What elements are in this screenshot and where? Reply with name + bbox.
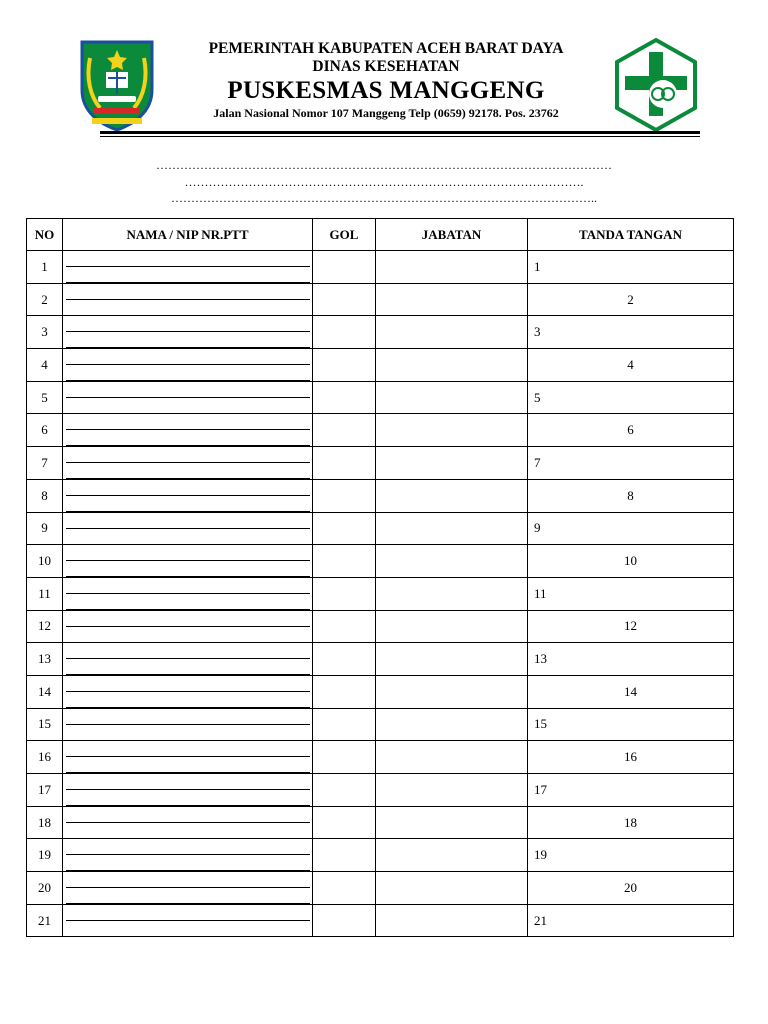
row-number: 16 [27,741,63,774]
jabatan-cell[interactable] [376,479,528,512]
name-nip-cell[interactable] [63,349,313,382]
gol-cell[interactable] [313,414,376,447]
gol-cell[interactable] [313,708,376,741]
column-header-jabatan: JABATAN [376,219,528,251]
jabatan-cell[interactable] [376,414,528,447]
gol-cell[interactable] [313,610,376,643]
jabatan-cell[interactable] [376,512,528,545]
table-row [27,675,734,708]
gol-cell[interactable] [313,349,376,382]
gol-cell[interactable] [313,447,376,480]
column-header-signature: TANDA TANGAN [528,219,734,251]
institution-title: PUSKESMAS MANGGENG [227,77,545,104]
signature-cell[interactable]: 11 [528,577,734,610]
gol-cell[interactable] [313,839,376,872]
address-line: Jalan Nasional Nomor 107 Manggeng Telp (0659) 92178. Pos. 23762 [213,106,559,120]
puskesmas-logo-icon [613,38,699,132]
jabatan-cell[interactable] [376,577,528,610]
jabatan-cell[interactable] [376,774,528,807]
column-header-name: NAMA / NIP NR.PTT [63,219,313,251]
table-row [27,283,734,316]
writing-line [66,691,310,692]
row-number: 1 [27,251,63,284]
table-row [27,316,734,349]
name-nip-cell[interactable] [63,447,313,480]
row-number: 7 [27,447,63,480]
gol-cell[interactable] [313,381,376,414]
jabatan-cell[interactable] [376,675,528,708]
name-nip-cell[interactable] [63,806,313,839]
jabatan-cell[interactable] [376,741,528,774]
name-nip-cell[interactable] [63,479,313,512]
letterhead [0,0,768,140]
writing-line [66,724,310,725]
jabatan-cell[interactable] [376,545,528,578]
table-header-row [27,219,734,251]
gol-cell[interactable] [313,479,376,512]
signature-cell[interactable]: 4 [528,349,734,382]
signature-cell[interactable]: 9 [528,512,734,545]
table-row [27,512,734,545]
jabatan-cell[interactable] [376,283,528,316]
writing-line [66,560,310,561]
name-nip-cell[interactable] [63,741,313,774]
name-nip-cell[interactable] [63,872,313,905]
table-row [27,447,734,480]
signature-cell[interactable]: 5 [528,381,734,414]
row-number: 10 [27,545,63,578]
row-number: 17 [27,774,63,807]
gol-cell[interactable] [313,577,376,610]
gol-cell[interactable] [313,872,376,905]
signature-cell[interactable]: 10 [528,545,734,578]
name-nip-cell[interactable] [63,512,313,545]
writing-line [66,299,310,300]
fill-in-line: …………………………………………………………………………………………….. [171,191,597,205]
letterhead-text [160,40,612,121]
writing-line [66,593,310,594]
table-row [27,414,734,447]
name-nip-cell[interactable] [63,839,313,872]
row-number: 11 [27,577,63,610]
signature-cell[interactable]: 6 [528,414,734,447]
writing-line [66,887,310,888]
name-nip-cell[interactable] [63,414,313,447]
gol-cell[interactable] [313,316,376,349]
writing-line [66,756,310,757]
writing-line [66,822,310,823]
gol-cell[interactable] [313,545,376,578]
name-nip-cell[interactable] [63,381,313,414]
gol-cell[interactable] [313,251,376,284]
gol-cell[interactable] [313,643,376,676]
row-number: 20 [27,872,63,905]
gol-cell[interactable] [313,512,376,545]
table-row [27,774,734,807]
row-number: 19 [27,839,63,872]
jabatan-cell[interactable] [376,643,528,676]
writing-line [66,854,310,855]
signature-cell[interactable]: 20 [528,872,734,905]
row-number: 15 [27,708,63,741]
writing-line [66,920,310,921]
table-row [27,251,734,284]
signature-cell[interactable]: 19 [528,839,734,872]
name-nip-cell[interactable] [63,577,313,610]
name-nip-cell[interactable] [63,675,313,708]
signature-cell[interactable]: 15 [528,708,734,741]
name-nip-cell[interactable] [63,610,313,643]
signature-cell[interactable]: 18 [528,806,734,839]
row-number: 21 [27,904,63,937]
gol-cell[interactable] [313,283,376,316]
name-nip-cell[interactable] [63,774,313,807]
row-number: 9 [27,512,63,545]
table-row [27,904,734,937]
table-row [27,872,734,905]
signature-cell[interactable]: 3 [528,316,734,349]
header-rule-thick [100,131,700,134]
signature-cell[interactable]: 12 [528,610,734,643]
table-row [27,577,734,610]
table-row [27,839,734,872]
signature-cell[interactable]: 1 [528,251,734,284]
jabatan-cell[interactable] [376,251,528,284]
jabatan-cell[interactable] [376,839,528,872]
row-number: 14 [27,675,63,708]
name-nip-cell[interactable] [63,545,313,578]
name-nip-cell[interactable] [63,643,313,676]
writing-line [66,364,310,365]
table-row [27,479,734,512]
header-rule-thin [100,136,700,137]
name-nip-cell[interactable] [63,708,313,741]
signature-cell[interactable]: 8 [528,479,734,512]
signature-cell[interactable]: 17 [528,774,734,807]
writing-line [66,789,310,790]
table-row [27,545,734,578]
table-row [27,708,734,741]
signature-cell[interactable]: 21 [528,904,734,937]
table-row [27,806,734,839]
signature-cell[interactable]: 16 [528,741,734,774]
gol-cell[interactable] [313,774,376,807]
row-number: 4 [27,349,63,382]
name-nip-cell[interactable] [63,283,313,316]
jabatan-cell[interactable] [376,904,528,937]
writing-line [66,528,310,529]
gol-cell[interactable] [313,904,376,937]
row-number: 6 [27,414,63,447]
column-header-gol: GOL [313,219,376,251]
department-name: DINAS KESEHATAN [312,58,460,75]
signature-cell[interactable]: 13 [528,643,734,676]
attendance-table [26,218,734,937]
row-number: 2 [27,283,63,316]
row-number: 3 [27,316,63,349]
fill-in-line: ………………………………………………………………………………………. [184,175,584,189]
writing-line [66,331,310,332]
writing-line [66,266,310,267]
row-number: 5 [27,381,63,414]
table-row [27,349,734,382]
jabatan-cell[interactable] [376,708,528,741]
jabatan-cell[interactable] [376,806,528,839]
name-nip-cell[interactable] [63,251,313,284]
jabatan-cell[interactable] [376,447,528,480]
jabatan-cell[interactable] [376,610,528,643]
signature-cell[interactable]: 2 [528,283,734,316]
gol-cell[interactable] [313,741,376,774]
column-header-no: NO [27,219,63,251]
government-name: PEMERINTAH KABUPATEN ACEH BARAT DAYA [208,40,564,57]
regency-logo-icon [76,38,158,132]
writing-line [66,626,310,627]
row-number: 13 [27,643,63,676]
row-number: 8 [27,479,63,512]
signature-cell[interactable]: 7 [528,447,734,480]
writing-line [66,462,310,463]
table-row [27,643,734,676]
writing-line [66,429,310,430]
table-row [27,381,734,414]
writing-line [66,495,310,496]
jabatan-cell[interactable] [376,349,528,382]
table-row [27,741,734,774]
row-number: 12 [27,610,63,643]
fill-in-line: …………………………………………………………………………………………………… [156,158,612,172]
signature-cell[interactable]: 14 [528,675,734,708]
name-nip-cell[interactable] [63,904,313,937]
jabatan-cell[interactable] [376,316,528,349]
gol-cell[interactable] [313,806,376,839]
writing-line [66,658,310,659]
table-row [27,610,734,643]
jabatan-cell[interactable] [376,872,528,905]
jabatan-cell[interactable] [376,381,528,414]
gol-cell[interactable] [313,675,376,708]
row-number: 18 [27,806,63,839]
writing-line [66,936,310,937]
name-nip-cell[interactable] [63,316,313,349]
writing-line [66,397,310,398]
